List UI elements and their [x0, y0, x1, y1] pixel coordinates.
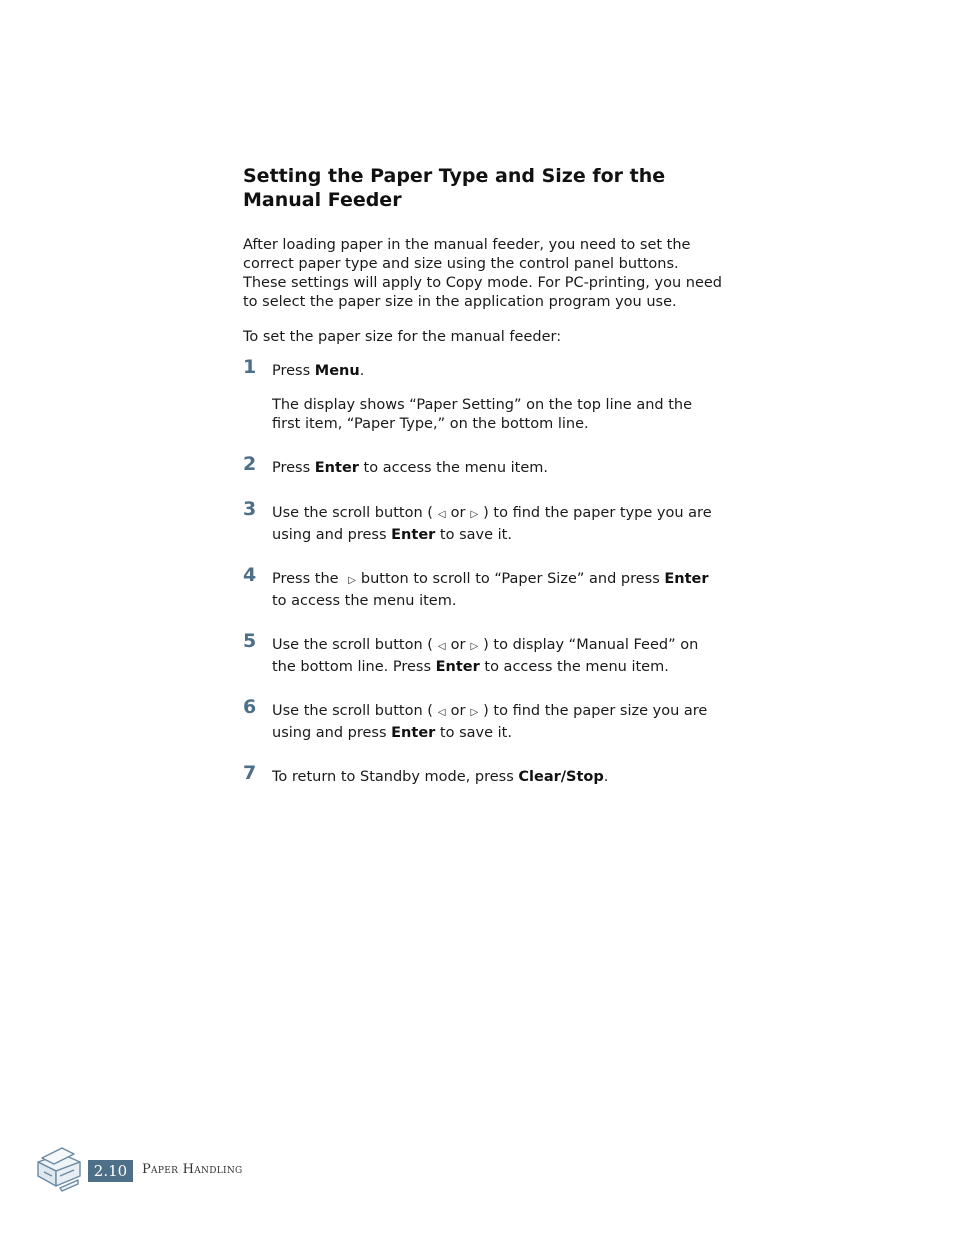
section-name: Paper Handling	[142, 1162, 243, 1177]
step-number: 1	[243, 356, 257, 378]
step-text: To return to Standby mode, press Clear/Stop.	[272, 769, 609, 785]
step-text: Press Enter to access the menu item.	[272, 460, 548, 476]
step-number: 2	[243, 453, 257, 475]
step-6	[243, 696, 723, 743]
right-triangle-icon: ▷	[470, 707, 479, 718]
step-text: Use the scroll button ( ◁ or ▷ ) to find the paper type you are using and press Enter to save it.	[272, 505, 712, 543]
step-5	[243, 630, 723, 677]
right-triangle-icon: ▷	[348, 575, 356, 586]
page-number: 2.10	[88, 1160, 133, 1182]
step-text: Use the scroll button ( ◁ or ▷ ) to display “Manual Feed” on the bottom line. Press Enter to access the menu item.	[272, 637, 699, 675]
step-note: The display shows “Paper Setting” on the top line and the first item, “Paper Type,” on the bottom line.	[272, 397, 692, 432]
page-content	[243, 164, 723, 787]
step-1	[243, 356, 723, 434]
step-number: 5	[243, 630, 257, 652]
left-triangle-icon: ◁	[437, 509, 446, 520]
right-triangle-icon: ▷	[470, 509, 479, 520]
step-text: Use the scroll button ( ◁ or ▷ ) to find the paper size you are using and press Enter to save it.	[272, 703, 708, 741]
step-number: 3	[243, 498, 257, 520]
steps-list	[243, 356, 723, 787]
step-7	[243, 762, 723, 787]
step-2	[243, 453, 723, 478]
step-number: 7	[243, 762, 257, 784]
step-text: Press Menu.	[272, 363, 365, 379]
lead-paragraph: To set the paper size for the manual feeder:	[243, 329, 562, 345]
left-triangle-icon: ◁	[437, 707, 446, 718]
step-text: Press the ▷ button to scroll to “Paper Size” and press Enter to access the menu item.	[272, 571, 709, 609]
printer-icon	[34, 1142, 82, 1192]
step-number: 6	[243, 696, 257, 718]
right-triangle-icon: ▷	[470, 641, 479, 652]
intro-paragraph: After loading paper in the manual feeder, you need to set the correct paper type and size using the control panel buttons. These settings will apply to Copy mode. For PC-printing, you need to select the paper size in the application program you use.	[243, 237, 723, 310]
page-footer	[34, 1142, 334, 1194]
left-triangle-icon: ◁	[437, 641, 446, 652]
step-number: 4	[243, 564, 257, 586]
step-3	[243, 498, 723, 545]
step-4	[243, 564, 723, 611]
page-title: Setting the Paper Type and Size for the Manual Feeder	[243, 165, 666, 211]
